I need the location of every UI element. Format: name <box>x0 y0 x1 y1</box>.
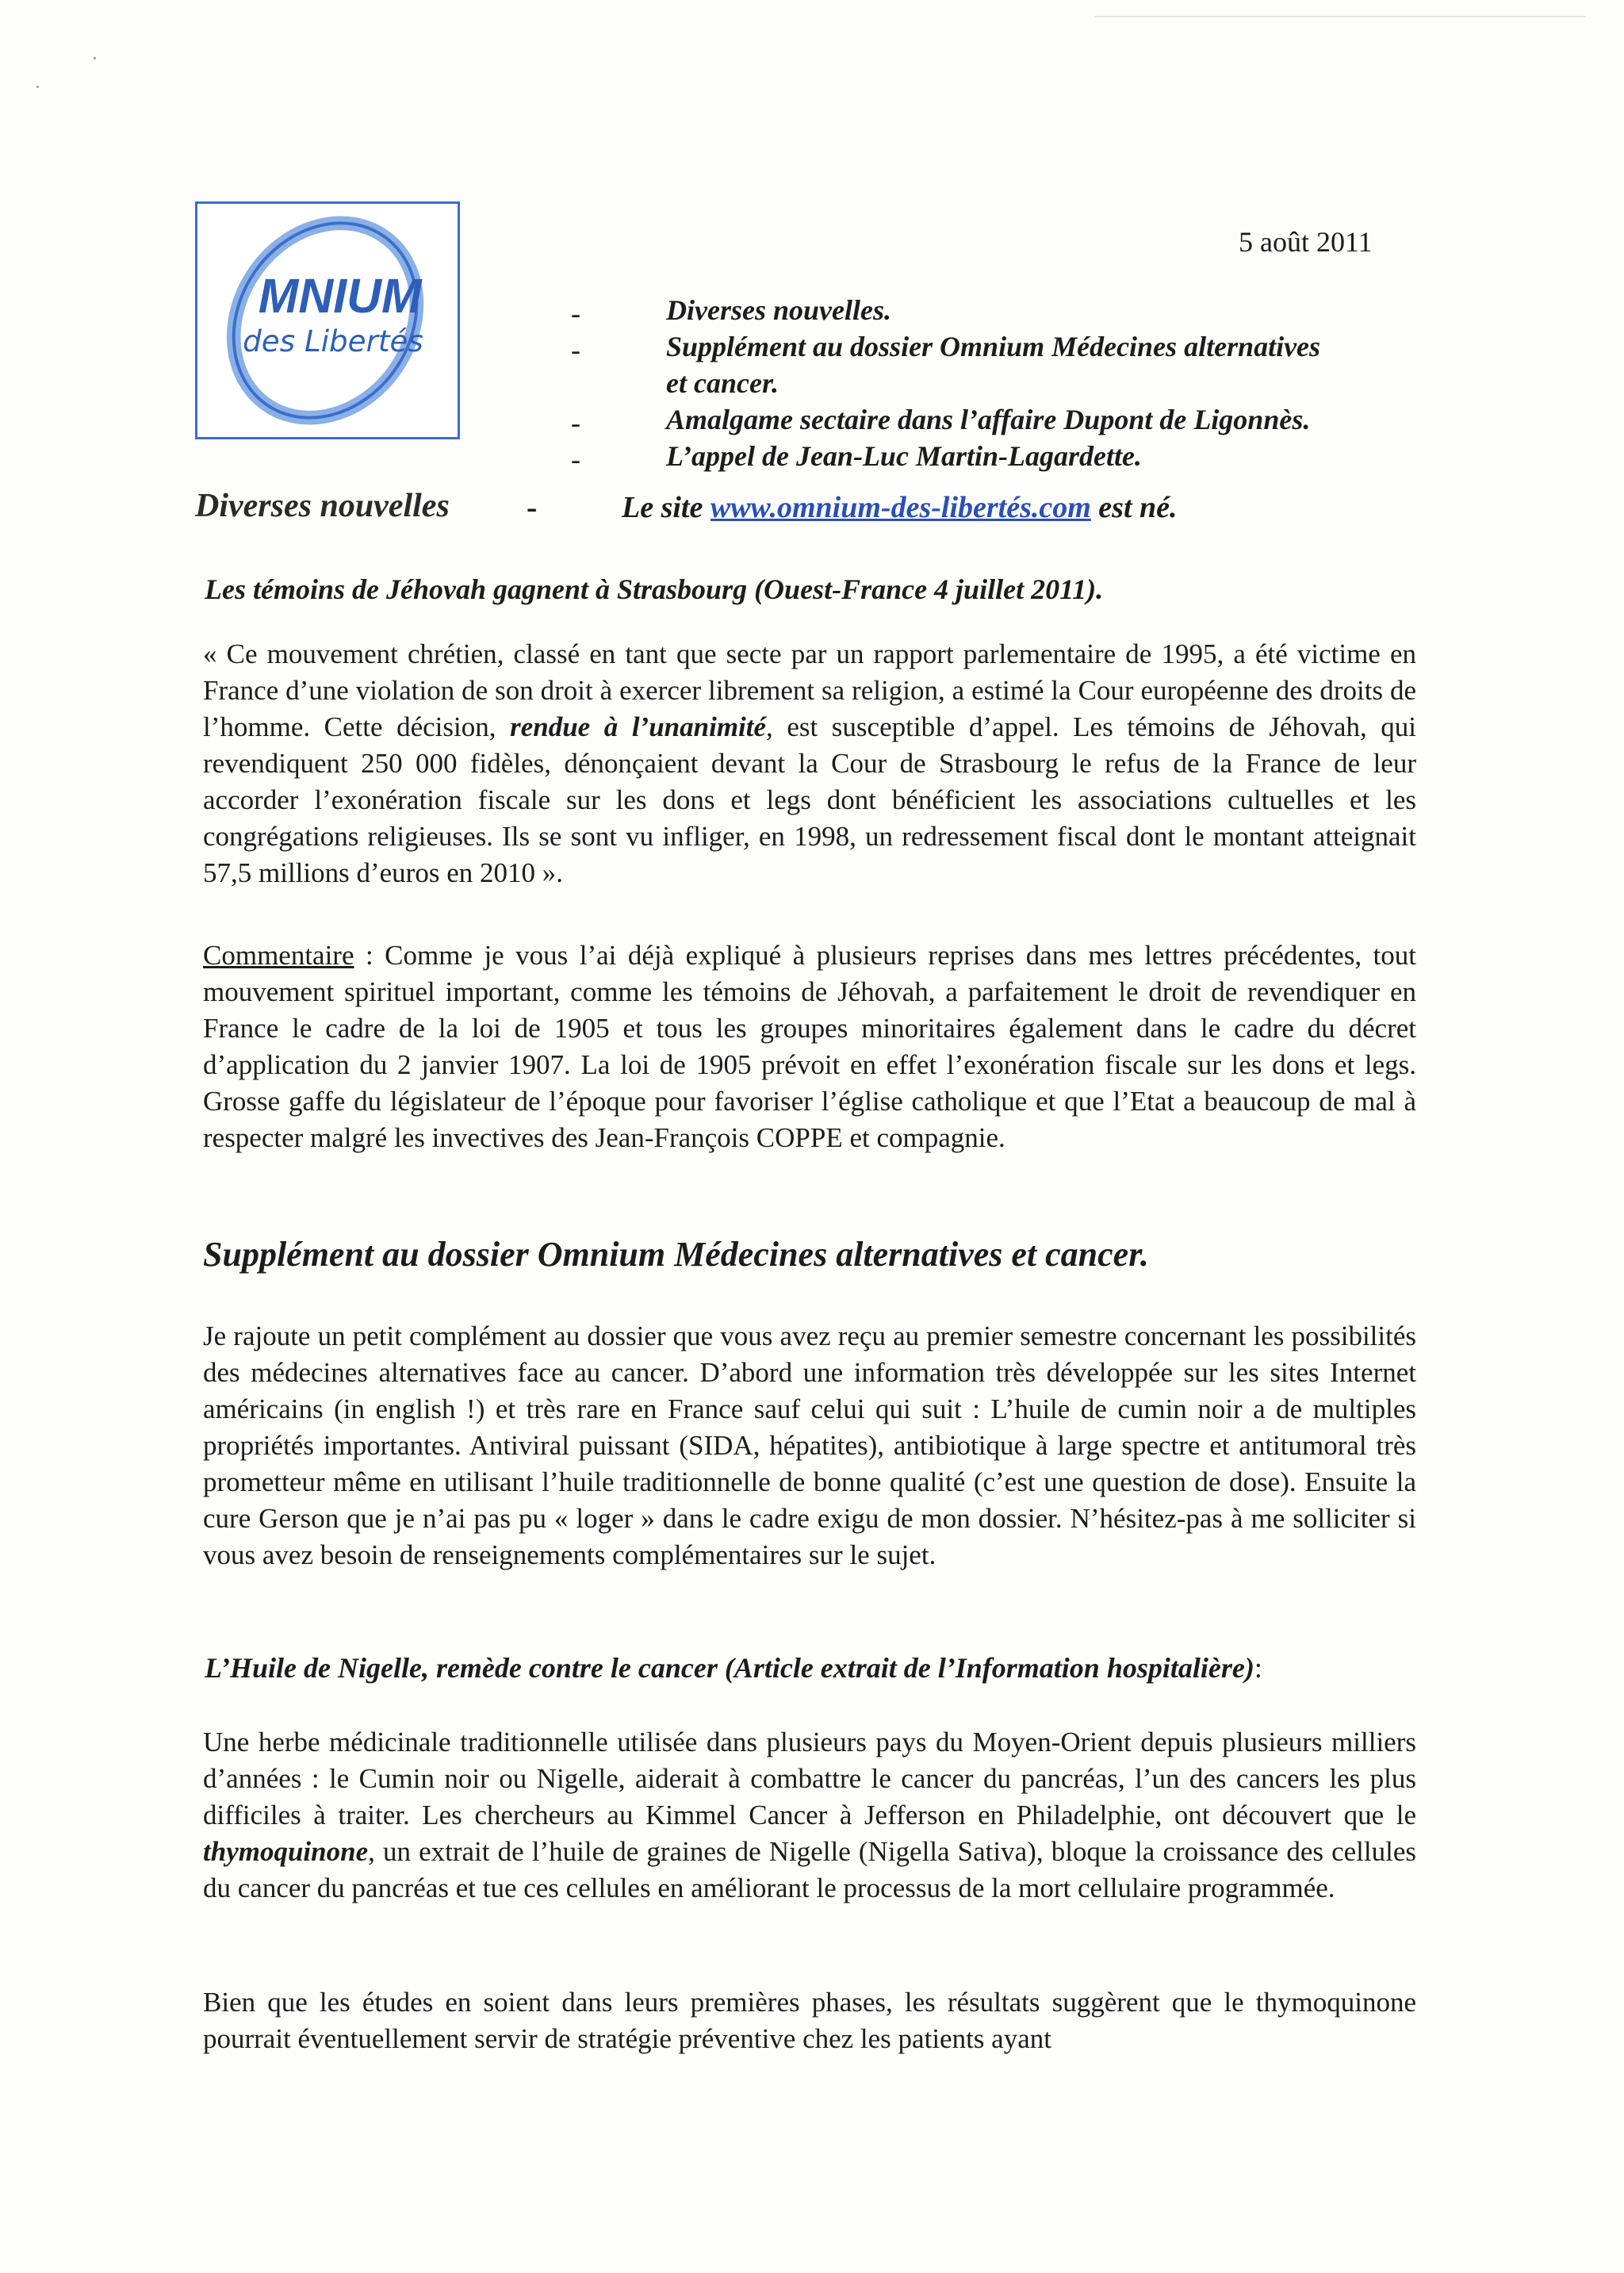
table-of-contents <box>0 293 1624 476</box>
toc-dash: - <box>571 407 580 439</box>
nigelle-text: Une herbe médicinale traditionnelle utilisée dans plusieurs pays du Moyen-Orient depuis plusieurs milliers d’années : le Cumin noir ou Nigelle, aiderait à combattre le cancer du pancréas, l’un des cancers les plus difficiles à traiter. Les chercheurs au Kimmel Cancer à Jefferson en Philadelphie, ont découvert que le <box>203 1727 1416 1830</box>
commentaire-paragraph <box>203 937 1416 1156</box>
toc-item-text: L’appel de Jean-Luc Martin-Lagardette. <box>666 440 1142 472</box>
toc-item-text: Amalgame sectaire dans l’affaire Dupont de Ligonnès. <box>666 404 1311 435</box>
quote-text: « Ce mouvement chrétien, classé en tant que secte par un rapport parlementaire de 1995, a été victime en France d’une violation de son droit à exercer librement sa religion, a estimé la Cour européenne des droits de l’homme. Cette décision, <box>203 638 1416 742</box>
toc-dash: - <box>571 334 580 366</box>
section-title-medecines: Supplément au dossier Omnium Médecines alternatives et cancer. <box>203 1235 1149 1274</box>
toc-item-continuation-text: et cancer. <box>666 367 779 399</box>
quote-text-end: , est susceptible d’appel. Les témoins de Jéhovah, qui revendiquent 250 000 fidèles, dénonçaient devant la Cour de Strasbourg le refus de la France de leur accorder l’exonération fiscale sur les dons et legs dont bénéficient les associations cultuelles et les congrégations religieuses. Ils se sont vu infliger, en 1998, un redressement fiscal dont le montant atteignait 57,5 millions d’euros en 2010 ». <box>203 711 1416 888</box>
diverses-dash: - <box>527 489 538 525</box>
logo-text-top: MNIUM <box>258 269 422 324</box>
nigelle-text-end: , un extrait de l’huile de graines de Nigelle (Nigella Sativa), bloque la croissance des cellules du cancer du pancréas et tue ces cellules en améliorant le processus de la mort cellulaire programmée. <box>203 1836 1416 1903</box>
site-announcement <box>622 490 1178 525</box>
toc-dash: - <box>571 297 580 329</box>
article-heading-jehovah: Les témoins de Jéhovah gagnent à Strasbourg (Ouest-France 4 juillet 2011). <box>205 573 1104 605</box>
toc-item <box>0 439 1624 476</box>
thymoquinone-emphasis: thymoquinone <box>203 1836 369 1867</box>
scan-speck <box>36 86 39 88</box>
article-quote-paragraph <box>203 636 1416 891</box>
toc-item-continuation <box>0 366 1624 403</box>
toc-item <box>0 293 1624 330</box>
toc-item <box>0 403 1624 439</box>
toc-item-text: Supplément au dossier Omnium Médecines alternatives <box>666 331 1321 362</box>
letter-date: 5 août 2011 <box>1239 226 1373 258</box>
nigelle-subheading-colon: : <box>1254 1652 1262 1684</box>
quote-emphasis: rendue à l’unanimité <box>510 711 767 742</box>
site-link[interactable]: www.omnium-des-libertés.com <box>710 491 1091 524</box>
commentaire-label: Commentaire <box>203 940 354 971</box>
scan-speck <box>94 57 96 59</box>
logo-text-bottom: des Libertés <box>243 324 423 359</box>
scan-edge-mark <box>1094 16 1586 17</box>
toc-item <box>0 330 1624 366</box>
site-suffix: est né. <box>1090 491 1178 524</box>
commentaire-text: : Comme je vous l’ai déjà expliqué à plusieurs reprises dans mes lettres précédentes, tout mouvement spirituel important, comme les témoins de Jéhovah, a parfaitement le droit de revendiquer en France le cadre de la loi de 1905 et tous les groupes minoritaires également dans le cadre du décret d’application du 2 janvier 1907. La loi de 1905 prévoit en effet l’exonération fiscale sur les dons et legs. Grosse gaffe du législateur de l’époque pour favoriser l’église catholique et que l’Etat a beaucoup de mal à respecter malgré les invectives des Jean-François COPPE et compagnie. <box>203 940 1416 1153</box>
section-intro-paragraph: Je rajoute un petit complément au dossier que vous avez reçu au premier semestre concernant les possibilités des médecines alternatives face au cancer. D’abord une information très développée sur les sites Internet américains (in english !) et très rare en France sauf celui qui suit : L’huile de cumin noir a de multiples propriétés importantes. Antiviral puissant (SIDA, hépatites), antibiotique à large spectre et antitumoral très prometteur même en utilisant l’huile traditionnelle de bonne qualité (c’est une question de dose). Ensuite la cure Gerson que je n’ai pas pu « loger » dans le cadre exigu de mon dossier. N’hésitez-pas à me solliciter si vous avez besoin de renseignements complémentaires sur le sujet. <box>203 1320 1416 1570</box>
toc-item-text: Diverses nouvelles. <box>666 294 891 326</box>
nigelle-subheading <box>205 1651 1262 1685</box>
diverses-nouvelles-heading: Diverses nouvelles <box>195 488 450 524</box>
nigelle-paragraph-1 <box>203 1724 1416 1907</box>
toc-dash: - <box>571 443 580 475</box>
nigelle-subheading-text: L’Huile de Nigelle, remède contre le cancer (Article extrait de l’Information hospitalière) <box>205 1652 1254 1684</box>
nigelle-paragraph-2: Bien que les études en soient dans leurs premières phases, les résultats suggèrent que le thymoquinone pourrait éventuellement servir de stratégie préventive chez les patients ayant <box>203 1987 1416 2054</box>
site-prefix: Le site <box>622 491 710 524</box>
